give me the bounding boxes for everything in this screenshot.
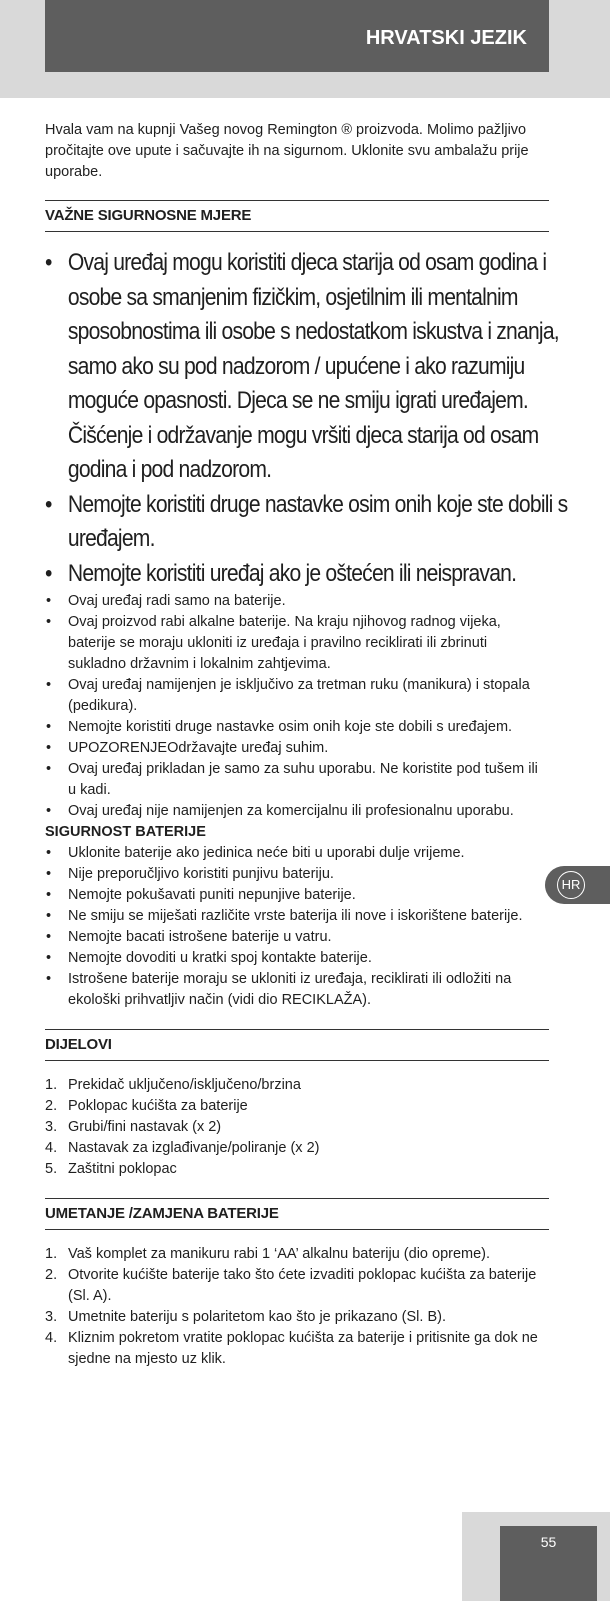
- list-item: 3. Umetnite bateriju s polaritetom kao što je prikazano (Sl. B).: [45, 1309, 446, 1325]
- list-item: 1. Vaš komplet za manikuru rabi 1 ‘AA’ alkalnu bateriju (dio opreme).: [45, 1246, 491, 1262]
- list-item: • Nije preporučljivo koristiti punjivu bateriju.: [45, 864, 549, 885]
- battery-insert-heading: UMETANJE /ZAMJENA BATERIJE: [45, 1198, 549, 1230]
- list-item: • Ovaj proizvod rabi alkalne baterije. Na kraju njihovog radnog vijeka, baterije se moraju ukloniti iz uređaja i pravilno reciklirati ili zbrinuti sukladno državnim i lokalnim zahtjevima.: [45, 612, 549, 675]
- list-item: 4. Nastavak za izglađivanje/poliranje (x 2): [45, 1140, 320, 1156]
- list-item: • Uklonite baterije ako jedinica neće biti u uporabi dulje vrijeme.: [45, 843, 549, 864]
- list-item: • Nemojte koristiti druge nastavke osim onih koje ste dobili s uređajem.: [45, 717, 549, 738]
- list-item: 4. Kliznim pokretom vratite poklopac kućišta za baterije i pritisnite ga dok ne sjedne na mjesto uz klik.: [45, 1330, 538, 1367]
- list-item: 2. Poklopac kućišta za baterije: [45, 1098, 248, 1114]
- parts-list: [45, 1075, 549, 1180]
- battery-safety-heading: SIGURNOST BATERIJE: [45, 824, 206, 840]
- page-number: 55: [500, 1526, 597, 1601]
- list-item: 5. Zaštitni poklopac: [45, 1161, 177, 1177]
- list-item: • Istrošene baterije moraju se ukloniti iz uređaja, reciklirati ili odložiti na ekološki prihvatljiv način (vidi dio RECIKLAŽA).: [45, 969, 549, 1011]
- language-title: HRVATSKI JEZIK: [45, 0, 549, 72]
- list-item: • Ovaj uređaj prikladan je samo za suhu uporabu. Ne koristite pod tušem ili u kadi.: [45, 759, 549, 801]
- list-item: • UPOZORENJEOdržavajte uređaj suhim.: [45, 738, 549, 759]
- battery-safety-list: [45, 843, 549, 1011]
- safety-list: [45, 591, 549, 822]
- list-item: • Nemojte dovoditi u kratki spoj kontakte baterije.: [45, 948, 549, 969]
- intro-paragraph: Hvala vam na kupnji Vašeg novog Remington ® proizvoda. Molimo pažljivo pročitajte ove upute i sačuvajte ih na sigurnom. Uklonite svu ambalažu prije uporabe.: [45, 122, 529, 180]
- list-item: • Ovaj uređaj nije namijenjen za komercijalnu ili profesionalnu uporabu.: [45, 801, 549, 822]
- parts-heading: DIJELOVI: [45, 1029, 549, 1061]
- list-item: 3. Grubi/fini nastavak (x 2): [45, 1119, 222, 1135]
- list-item: 1. Prekidač uključeno/isključeno/brzina: [45, 1077, 301, 1093]
- list-item: 2. Otvorite kućište baterije tako što ćete izvaditi poklopac kućišta za baterije (Sl. A).: [45, 1267, 537, 1304]
- list-item: • Nemojte pokušavati puniti nepunjive baterije.: [45, 885, 549, 906]
- list-item: • Nemojte koristiti uređaj ako je oštećen ili neispravan.: [45, 557, 569, 592]
- list-item: • Ovaj uređaj namijenjen je isključivo za tretman ruku (manikura) i stopala (pedikura).: [45, 675, 549, 717]
- language-tab: [545, 866, 610, 904]
- list-item: • Ovaj uređaj radi samo na baterije.: [45, 591, 549, 612]
- manual-content: [45, 120, 568, 1370]
- language-code: HR: [557, 871, 585, 899]
- list-item: • Nemojte bacati istrošene baterije u vatru.: [45, 927, 549, 948]
- safety-heading: VAŽNE SIGURNOSNE MJERE: [45, 200, 549, 232]
- safety-large-list: [45, 246, 568, 591]
- list-item: • Ne smiju se miješati različite vrste baterija ili nove i iskorištene baterije.: [45, 906, 549, 927]
- list-item: • Nemojte koristiti druge nastavke osim onih koje ste dobili s uređajem.: [45, 488, 569, 557]
- list-item: • Ovaj uređaj mogu koristiti djeca starija od osam godina i osobe sa smanjenim fizičkim, osjetilnim ili mentalnim sposobnostima ili osobe s nedostatkom iskustva i znanja, samo ako su pod nadzorom / upućene i ako razumiju moguće opasnosti. Djeca se ne smiju igrati uređajem. Čišćenje i održavanje mogu vršiti djeca starija od osam godina i pod nadzorom.: [45, 246, 569, 488]
- battery-insert-list: [45, 1244, 549, 1370]
